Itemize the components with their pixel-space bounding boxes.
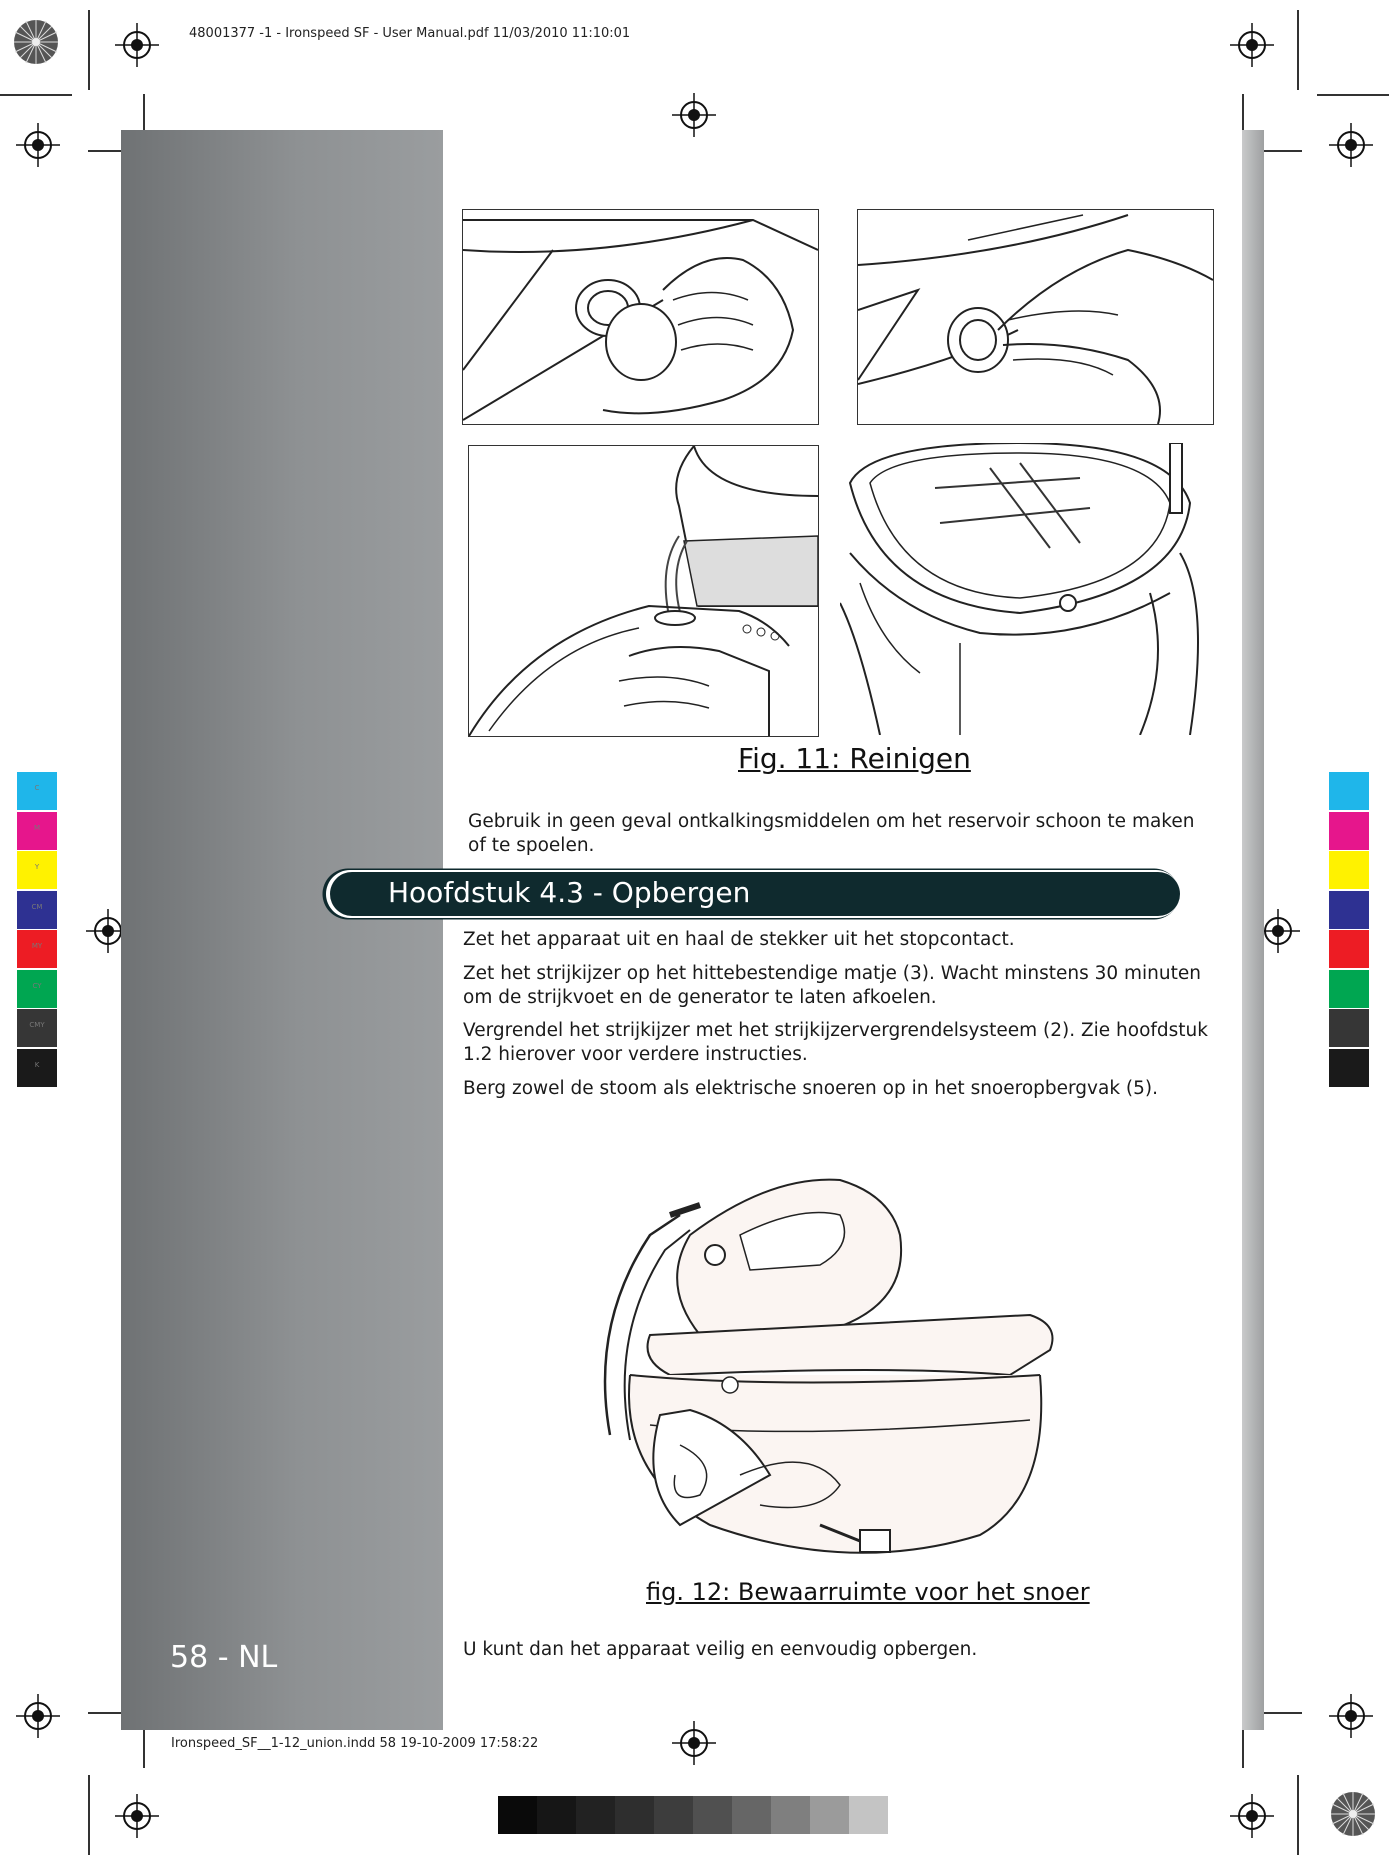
- color-swatch-label: C: [34, 784, 40, 792]
- registration-crosshair-icon: [113, 21, 161, 69]
- color-swatch-label: Y: [34, 863, 40, 871]
- crop-mark: [1262, 1712, 1302, 1714]
- bottom-slug: Ironspeed_SF__1-12_union.indd 58 19-10-2009 17:58:22: [171, 1736, 539, 1751]
- crop-mark: [143, 94, 145, 134]
- figure-11-panel-pour-water: [468, 445, 819, 737]
- figure-11-panel-cap-removed: [857, 209, 1214, 425]
- gray-swatch: [576, 1796, 615, 1834]
- figure-11-caption: Fig. 11: Reinigen: [738, 742, 971, 775]
- color-swatch: [1329, 812, 1369, 850]
- registration-crosshair-icon: [1327, 121, 1375, 169]
- color-swatch: [1329, 1009, 1369, 1047]
- color-swatch: [17, 891, 57, 929]
- gray-swatch: [732, 1796, 771, 1834]
- registration-crosshair-icon: [670, 91, 718, 139]
- pouring-water-illustration: [469, 446, 818, 736]
- registration-crosshair-icon: [1228, 21, 1276, 69]
- opening-base-illustration: [840, 443, 1212, 735]
- color-swatch: [17, 772, 57, 810]
- closing-text: U kunt dan het apparaat veilig en eenvoudig opbergen.: [463, 1639, 978, 1660]
- figure-11-panel-unlock-tank: [840, 443, 1212, 735]
- registration-starburst-icon: [1329, 1790, 1377, 1838]
- registration-crosshair-icon: [14, 121, 62, 169]
- section-paragraph: Zet het strijkijzer op het hittebestendige matje (3). Wacht minstens 30 minuten om de strijkvoet en de generator te laten afkoelen.: [463, 963, 1201, 1008]
- crop-mark: [0, 94, 72, 96]
- color-swatch: [1329, 891, 1369, 929]
- color-swatch: [17, 1049, 57, 1087]
- crop-mark: [1242, 94, 1244, 134]
- section-title: Hoofdstuk 4.3 - Opbergen: [388, 876, 751, 909]
- gray-swatch: [615, 1796, 654, 1834]
- color-swatch-label: CY: [32, 981, 42, 990]
- gray-swatch: [693, 1796, 732, 1834]
- gray-swatch: [498, 1796, 537, 1834]
- crop-mark: [1242, 1728, 1244, 1768]
- registration-crosshair-icon: [1327, 1692, 1375, 1740]
- color-swatch: [17, 970, 57, 1008]
- figure-11-panel-unscrew-cap: [462, 209, 819, 425]
- figure-12-caption: fig. 12: Bewaarruimte voor het snoer: [646, 1578, 1090, 1606]
- registration-crosshair-icon: [14, 1692, 62, 1740]
- color-swatch: [17, 1009, 57, 1047]
- section-paragraph: Vergrendel het strijkijzer met het strijkijzervergrendelsysteem (2). Zie hoofdstuk 1.2 hierover voor verdere instructies.: [463, 1020, 1208, 1065]
- crop-mark: [1317, 94, 1389, 96]
- section-header: [330, 872, 1180, 916]
- right-edge-band: [1242, 130, 1264, 1730]
- hand-unscrewing-cap-illustration: [463, 210, 818, 424]
- gray-swatch: [810, 1796, 849, 1834]
- crop-mark: [88, 1775, 90, 1855]
- top-slug: 48001377 -1 - Ironspeed SF - User Manual.pdf 11/03/2010 11:10:01: [189, 26, 631, 41]
- color-swatch-label: M: [33, 823, 41, 832]
- color-swatch-label: CM: [31, 902, 43, 911]
- color-swatch: [17, 812, 57, 850]
- page-number: 58 - NL: [170, 1640, 278, 1675]
- gray-swatch: [849, 1796, 888, 1834]
- color-swatch-label: K: [34, 1060, 40, 1069]
- gray-swatch: [771, 1796, 810, 1834]
- steam-generator-storage-illustration: [590, 1175, 1060, 1575]
- gray-swatch: [537, 1796, 576, 1834]
- crop-mark: [88, 10, 90, 90]
- crop-mark: [1297, 1775, 1299, 1855]
- registration-crosshair-icon: [1228, 1792, 1276, 1840]
- section-paragraph: Berg zowel de stoom als elektrische snoeren op in het snoeropbergvak (5).: [463, 1078, 1159, 1099]
- crop-mark: [143, 1728, 145, 1768]
- crop-mark: [1262, 150, 1302, 152]
- sidebar-band: [121, 130, 443, 1730]
- registration-starburst-icon: [12, 18, 60, 66]
- gray-swatch: [654, 1796, 693, 1834]
- color-swatch: [1329, 851, 1369, 889]
- color-swatch: [1329, 1049, 1369, 1087]
- registration-crosshair-icon: [113, 1792, 161, 1840]
- registration-crosshair-icon: [670, 1719, 718, 1767]
- color-swatch: [1329, 970, 1369, 1008]
- section-paragraph: Zet het apparaat uit en haal de stekker uit het stopcontact.: [463, 929, 1015, 950]
- color-swatch: [1329, 930, 1369, 968]
- cleaning-note: Gebruik in geen geval ontkalkingsmiddelen om het reservoir schoon te maken of te spoelen.: [468, 811, 1195, 856]
- color-swatch-label: CMY: [29, 1021, 45, 1029]
- color-swatch: [17, 851, 57, 889]
- color-swatch: [17, 930, 57, 968]
- crop-mark: [1297, 10, 1299, 90]
- color-swatch: [1329, 772, 1369, 810]
- figure-12-illustration: [590, 1175, 1060, 1575]
- color-swatch-label: MY: [31, 942, 43, 950]
- hand-removing-cap-illustration: [858, 210, 1213, 424]
